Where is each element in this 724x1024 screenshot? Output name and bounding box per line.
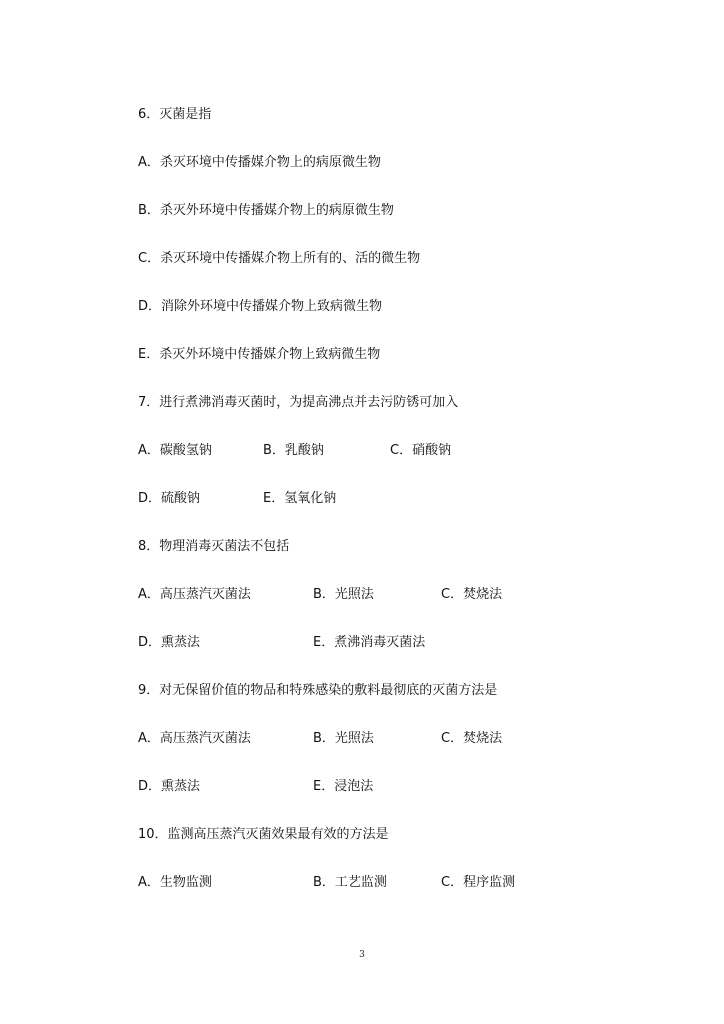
question-9-option-e: E．浸泡法 [313, 779, 374, 794]
question-9-stem: 9．对无保留价值的物品和特殊感染的敷料最彻底的灭菌方法是 [138, 683, 498, 698]
question-8-stem: 8．物理消毒灭菌法不包括 [138, 539, 290, 554]
question-8-option-d: D．熏蒸法 [138, 635, 201, 650]
question-6-option-e: E．杀灭外环境中传播媒介物上致病微生物 [138, 347, 381, 362]
question-8-option-a: A．高压蒸汽灭菌法 [138, 587, 251, 602]
question-10-option-c: C．程序监测 [441, 875, 516, 890]
question-7-stem: 7．进行煮沸消毒灭菌时，为提高沸点并去污防锈可加入 [138, 395, 459, 410]
question-9-option-a: A．高压蒸汽灭菌法 [138, 731, 251, 746]
question-8-option-b: B．光照法 [313, 587, 374, 602]
question-6-option-d: D．消除外环境中传播媒介物上致病微生物 [138, 299, 383, 314]
question-7-option-d: D．硫酸钠 [138, 491, 201, 506]
question-10-option-a: A．生物监测 [138, 875, 212, 890]
question-8-option-c: C．焚烧法 [441, 587, 503, 602]
page-number: 3 [359, 950, 365, 960]
question-7-option-e: E．氢氧化钠 [263, 491, 337, 506]
question-6-option-a: A．杀灭环境中传播媒介物上的病原微生物 [138, 155, 381, 170]
question-9-option-d: D．熏蒸法 [138, 779, 201, 794]
question-7-option-b: B．乳酸钠 [263, 443, 324, 458]
question-6-stem: 6．灭菌是指 [138, 107, 212, 122]
question-9-option-c: C．焚烧法 [441, 731, 503, 746]
question-9-option-b: B．光照法 [313, 731, 374, 746]
question-7-option-c: C．硝酸钠 [390, 443, 452, 458]
question-10-stem: 10．监测高压蒸汽灭菌效果最有效的方法是 [138, 827, 389, 842]
question-6-option-b: B．杀灭外环境中传播媒介物上的病原微生物 [138, 203, 394, 218]
question-10-option-b: B．工艺监测 [313, 875, 387, 890]
question-8-option-e: E．煮沸消毒灭菌法 [313, 635, 426, 650]
question-7-option-a: A．碳酸氢钠 [138, 443, 212, 458]
question-6-option-c: C．杀灭环境中传播媒介物上所有的、活的微生物 [138, 251, 421, 266]
